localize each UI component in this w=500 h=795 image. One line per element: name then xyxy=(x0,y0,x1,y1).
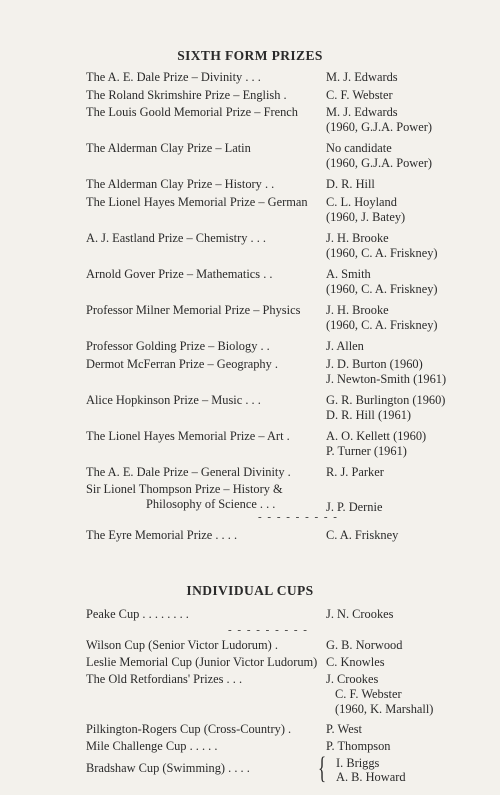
cup-name: Wilson Cup (Senior Victor Ludorum) . xyxy=(86,638,278,652)
cup-name: Mile Challenge Cup . . . . . xyxy=(86,739,218,753)
prize-name: Alice Hopkinson Prize – Music . . . xyxy=(86,393,261,407)
prize-name: Sir Lionel Thompson Prize – History & xyxy=(86,482,283,496)
prize-winner-note: (1960, C. A. Friskney) xyxy=(326,246,438,260)
prize-winner: J. H. Brooke xyxy=(326,303,389,317)
cup-name: Peake Cup . . . . . . . . xyxy=(86,607,189,621)
prize-winner: J. D. Burton (1960) xyxy=(326,357,423,371)
individual-cups-heading: INDIVIDUAL CUPS xyxy=(186,583,314,598)
prize-winner: M. J. Edwards xyxy=(326,70,398,84)
prize-name: Professor Golding Prize – Biology . . xyxy=(86,339,270,353)
prize-winner-note: (1960, C. A. Friskney) xyxy=(326,318,438,332)
prize-winner-note: (1960, G.J.A. Power) xyxy=(326,120,432,134)
cup-winner: J. N. Crookes xyxy=(326,607,394,621)
brace-icon: { xyxy=(318,750,327,785)
cup-name: Pilkington-Rogers Cup (Cross-Country) . xyxy=(86,722,292,736)
cup-winner: P. Thompson xyxy=(326,739,391,753)
prize-winner-note: D. R. Hill (1961) xyxy=(326,408,412,422)
cup-winner-2: A. B. Howard xyxy=(336,770,406,784)
prize-name: The Eyre Memorial Prize . . . . xyxy=(86,528,238,542)
prize-name: The A. E. Dale Prize – Divinity . . . xyxy=(86,70,261,84)
prize-name: Professor Milner Memorial Prize – Physics xyxy=(86,303,301,317)
prize-winner: A. O. Kellett (1960) xyxy=(326,429,427,443)
cup-winner-2: C. F. Webster xyxy=(335,687,402,701)
dashed-separator: - - - - - - - - - xyxy=(258,511,339,523)
prize-name: The Alderman Clay Prize – Latin xyxy=(86,141,251,155)
prize-name: The Lionel Hayes Memorial Prize – Art . xyxy=(86,429,290,443)
prize-name: The Louis Goold Memorial Prize – French xyxy=(86,105,298,119)
prize-winner: G. R. Burlington (1960) xyxy=(326,393,446,407)
sixth-form-heading: SIXTH FORM PRIZES xyxy=(177,48,323,63)
prize-winner: M. J. Edwards xyxy=(326,105,398,119)
prize-winner-note: J. Newton-Smith (1961) xyxy=(326,372,447,386)
prize-name: The Lionel Hayes Memorial Prize – German xyxy=(86,195,308,209)
prize-winner: No candidate xyxy=(326,141,392,155)
prize-winner-note: (1960, G.J.A. Power) xyxy=(326,156,432,170)
prize-winner: D. R. Hill xyxy=(326,177,375,191)
cup-winner: G. B. Norwood xyxy=(326,638,403,652)
prize-winner: A. Smith xyxy=(326,267,371,281)
prize-name: The Alderman Clay Prize – History . . xyxy=(86,177,275,191)
cup-winner: P. West xyxy=(326,722,362,736)
prize-winner: J. H. Brooke xyxy=(326,231,389,245)
prize-winner-note: (1960, C. A. Friskney) xyxy=(326,282,438,296)
prize-winner: C. A. Friskney xyxy=(326,528,399,542)
prize-winner-note: P. Turner (1961) xyxy=(326,444,407,458)
cup-name: The Old Retfordians' Prizes . . . xyxy=(86,672,243,686)
prize-winner: C. L. Hoyland xyxy=(326,195,397,209)
dashed-separator: - - - - - - - - - xyxy=(228,624,309,636)
cup-name: Leslie Memorial Cup (Junior Victor Ludorum) xyxy=(86,655,318,669)
prize-name: A. J. Eastland Prize – Chemistry . . . xyxy=(86,231,266,245)
prize-winner: J. Allen xyxy=(326,339,364,353)
cup-name: Bradshaw Cup (Swimming) . . . . xyxy=(86,761,250,775)
cup-winner-note: (1960, K. Marshall) xyxy=(335,702,434,716)
prize-name: The A. E. Dale Prize – General Divinity . xyxy=(86,465,291,479)
cup-winner: J. Crookes xyxy=(326,672,379,686)
prize-name: Arnold Gover Prize – Mathematics . . xyxy=(86,267,273,281)
prize-name: The Roland Skrimshire Prize – English . xyxy=(86,88,287,102)
cup-winner: C. Knowles xyxy=(326,655,385,669)
prize-winner: J. P. Dernie xyxy=(326,500,383,514)
cup-winner: I. Briggs xyxy=(336,756,380,770)
prize-winner: R. J. Parker xyxy=(326,465,384,479)
prize-winner: C. F. Webster xyxy=(326,88,393,102)
prize-name: Dermot McFerran Prize – Geography . xyxy=(86,357,278,371)
prize-winner-note: (1960, J. Batey) xyxy=(326,210,406,224)
prize-name-continued: Philosophy of Science . . . xyxy=(146,497,276,511)
